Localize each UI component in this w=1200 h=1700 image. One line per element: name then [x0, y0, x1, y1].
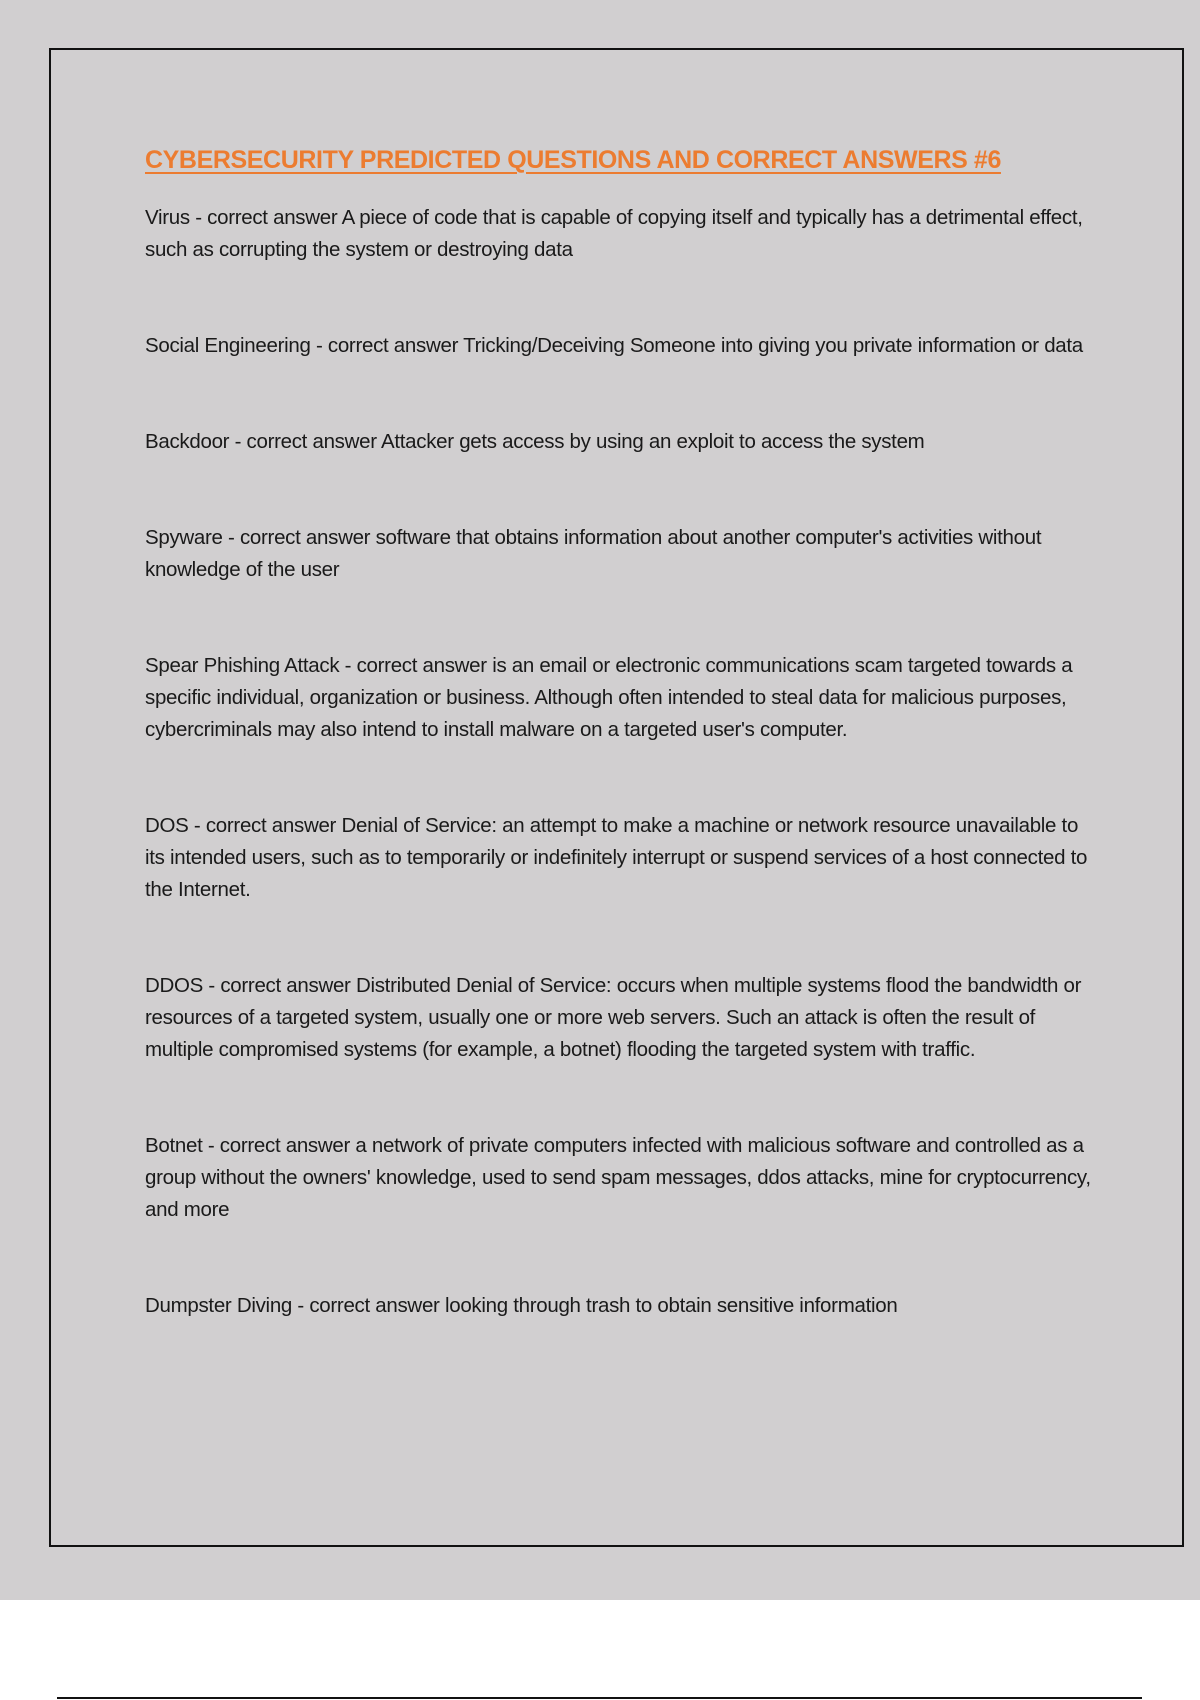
qa-item-spear-phishing: Spear Phishing Attack - correct answer is an email or electronic communications scam targeted towards a specific individual, organization or business. Although often intended to steal data for malicious purposes, cybercriminals may also intend to install malware on a targeted user's computer. — [145, 654, 1073, 741]
footer-divider — [57, 1697, 1142, 1699]
qa-list — [145, 202, 1100, 1322]
document-title: CYBERSECURITY PREDICTED QUESTIONS AND CORRECT ANSWERS #6 — [145, 146, 1001, 174]
qa-item-virus: Virus - correct answer A piece of code that is capable of copying itself and typically has a detrimental effect, such as corrupting the system or destroying data — [145, 206, 1083, 261]
qa-item-dumpster-diving: Dumpster Diving - correct answer looking through trash to obtain sensitive information — [145, 1294, 898, 1317]
qa-item-backdoor: Backdoor - correct answer Attacker gets access by using an exploit to access the system — [145, 430, 925, 453]
qa-item-dos: DOS - correct answer Denial of Service: an attempt to make a machine or network resource unavailable to its intended users, such as to temporarily or indefinitely interrupt or suspend services of a host connected to the Internet. — [145, 814, 1088, 901]
qa-item-social-engineering: Social Engineering - correct answer Tricking/Deceiving Someone into giving you private information or data — [145, 334, 1083, 357]
qa-item-ddos: DDOS - correct answer Distributed Denial of Service: occurs when multiple systems flood the bandwidth or resources of a targeted system, usually one or more web servers. Such an attack is often the result of multiple compromised systems (for example, a botnet) flooding the targeted system with traffic. — [145, 974, 1082, 1061]
qa-item-spyware: Spyware - correct answer software that obtains information about another computer's activities without knowledge of the user — [145, 526, 1042, 581]
qa-item-botnet: Botnet - correct answer a network of private computers infected with malicious software and controlled as a group without the owners' knowledge, used to send spam messages, ddos attacks, mine for cryptocurrency, and more — [145, 1134, 1091, 1221]
